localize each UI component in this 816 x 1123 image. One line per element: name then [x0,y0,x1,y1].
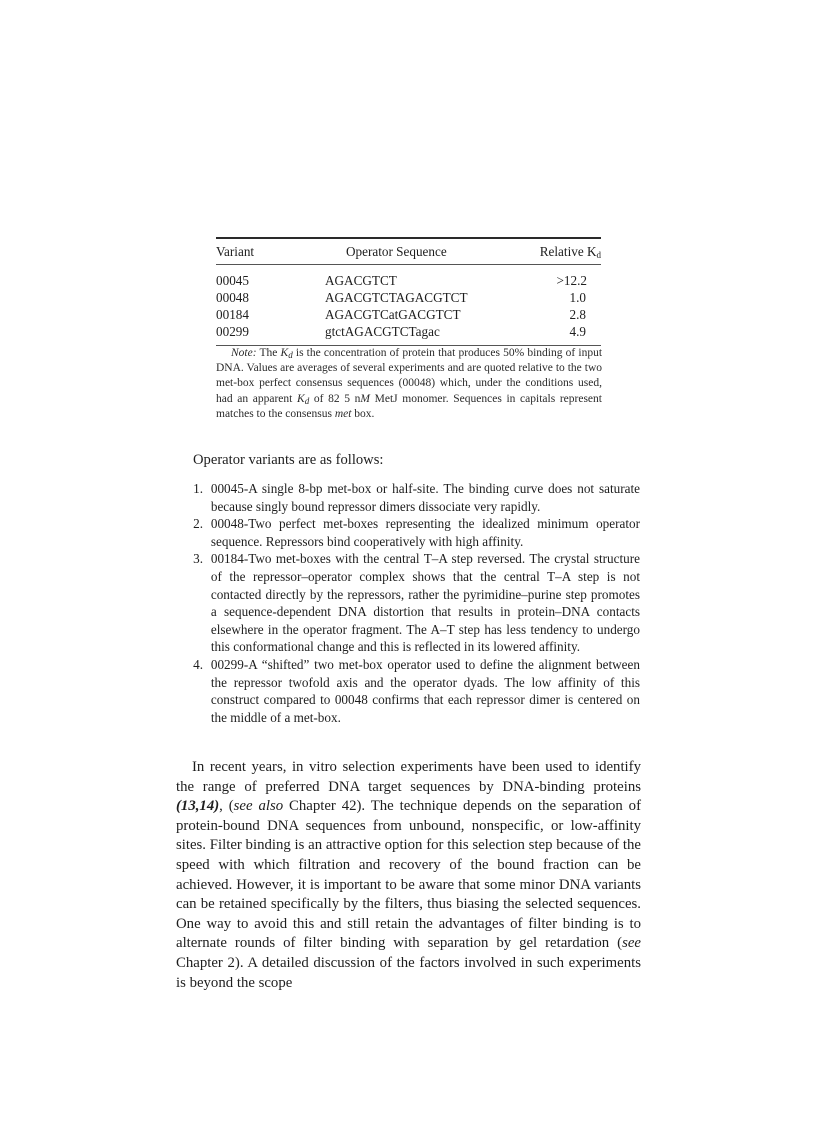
list-text: 00045-A single 8-bp met-box or half-site. The binding curve does not saturate because singly bound repressor dimers dissociate very rapidly. [210,481,640,514]
body-paragraph: In recent years, in vitro selection experiments have been used to identify the range of preferred DNA target sequences by DNA-binding proteins (13,14), (see also Chapter 42). The technique depends on the separation of protein-bound DNA sequences from unbound, nonspecific, or low-affinity sites. Filter binding is an attractive option for this selection step because of the speed with which filtration and recovery of the bound fraction can be achieved. However, it is important to be aware that some minor DNA variants can be retained specifically by the filters, thus biasing the selected sequences. One way to avoid this and still retain the advantages of filter binding is to alternate rounds of filter binding with separation by gel retardation (see Chapter 2). A detailed discussion of the factors involved in such experiments is beyond the scope [176,759,641,991]
table-body [216,272,601,340]
list-number: 2. [193,516,203,532]
list-number: 3. [193,551,203,567]
cell-relative-kd: >12.2 [556,273,587,288]
list-item [186,550,640,656]
cell-sequence: gtctAGACGTCTagac [325,324,440,339]
table-row [216,306,601,323]
table-header-rule [216,264,601,265]
table-note: Note: The $K_d$ is the concentration of protein that produces 50% binding of input DNA. Values are averages of several experiments and are quoted relative to the two met-box perfect consensus sequences (00048) which, under the conditions used, had an apparent $K_d$ of 82 5 nM MetJ monomer. Sequences in capitals represent matches to the consensus met box. [216,347,603,420]
list-text: 00184-Two met-boxes with the central T–A step reversed. The crystal structure of the repressor–operator complex shows that the central T–A step is not contacted directly by the repressors, rather the pyrimidine–purine step promotes a sequence-dependent DNA distortion that results in protein–DNA contacts elsewhere in the operator fragment. The A–T step has less tendency to undergo this conformational change and this is reflected in its lowered affinity. [210,551,640,655]
list-item [186,515,640,550]
cell-variant: 00299 [216,324,249,339]
variants-list [186,480,640,726]
table-header-row [216,243,601,260]
cell-variant: 00048 [216,290,249,305]
table-row [216,289,601,306]
table-row [216,272,601,289]
cell-relative-kd: 2.8 [569,307,586,322]
cell-relative-kd: 1.0 [569,290,586,305]
cell-relative-kd: 4.9 [569,324,586,339]
note-label: Note: [231,347,257,359]
kd-table [216,237,601,346]
header-variant: Variant [216,244,255,259]
list-text: 00299-A “shifted” two met-box operator used to define the alignment between the repressor twofold axis and the operator dyads. The low affinity of this construct compared to 00048 confirms that each repressor dimer is centered on the middle of a met-box. [210,656,640,725]
cell-sequence: AGACGTCTAGACGTCT [325,290,468,305]
cell-variant: 00184 [216,307,249,322]
table-row [216,323,601,340]
header-relative-kd: Relative $K_d$ [539,244,601,260]
header-sequence: Operator Sequence [346,244,447,259]
list-item [186,480,640,515]
cell-sequence: AGACGTCatGACGTCT [325,307,461,322]
cell-variant: 00045 [216,273,249,288]
cell-sequence: AGACGTCT [325,273,397,288]
list-number: 4. [193,656,203,672]
list-number: 1. [193,481,203,496]
list-text: 00048-Two perfect met-boxes representing the idealized minimum operator sequence. Repressors bind cooperatively with high affinity. [210,516,640,549]
list-item [186,656,640,726]
citation-13-14: (13,14) [176,798,220,815]
table-top-rule [216,237,601,239]
variants-intro: Operator variants are as follows: [193,452,384,468]
